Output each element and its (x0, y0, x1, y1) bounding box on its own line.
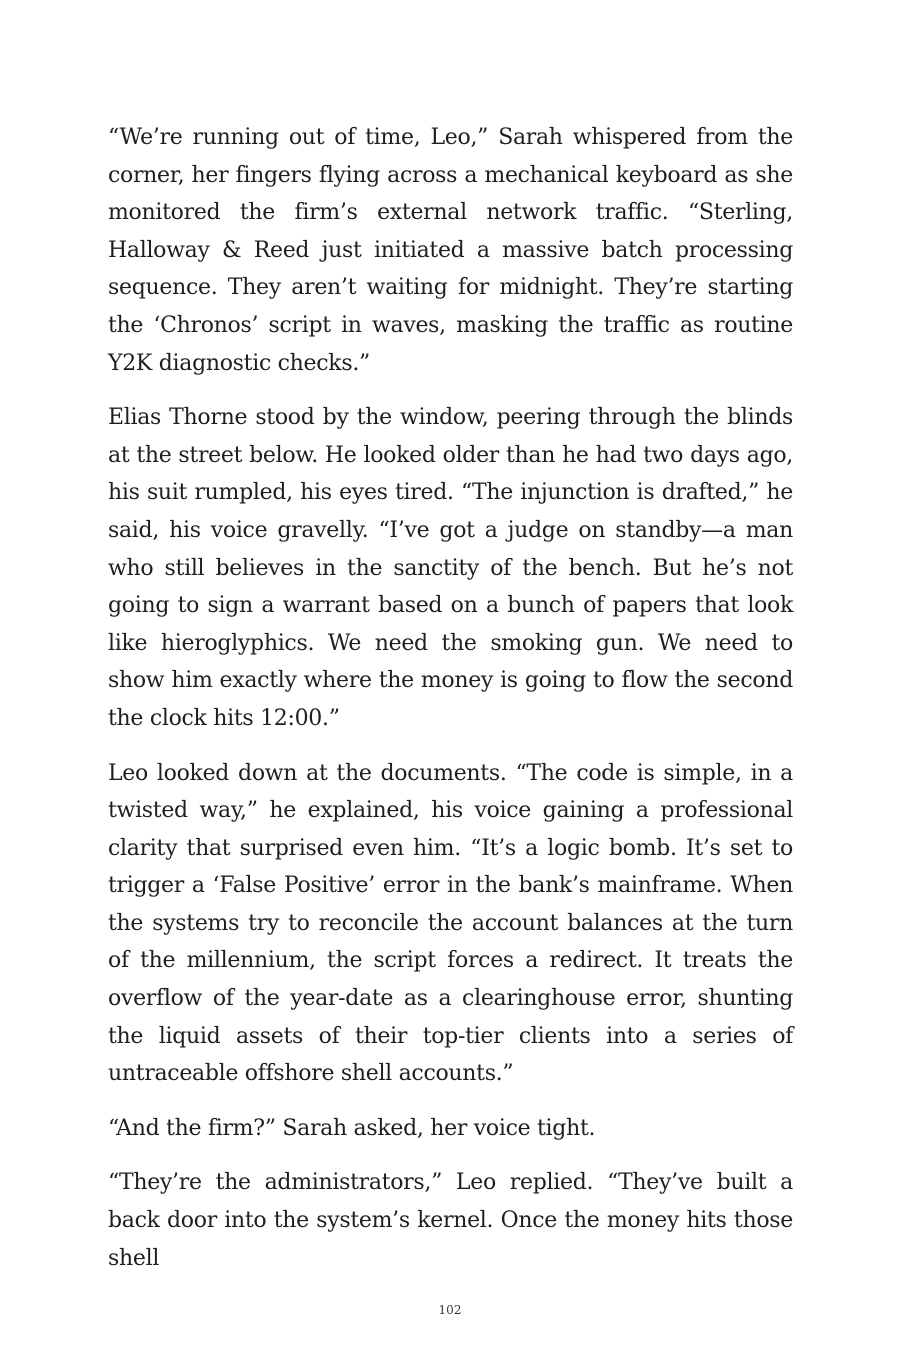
paragraph-4: “And the firm?” Sarah asked, her voice tight. (108, 1115, 596, 1141)
paragraph-2: Elias Thorne stood by the window, peering through the blinds at the street below. He looked older than he had two days ago, his suit rumpled, his eyes tired. “The injunction is drafted,” he said, his voice gravelly. “I’ve got a judge on standby—a man who still believes in the sanctity of the bench. But he’s not going to sign a warrant based on a bunch of papers that look like hieroglyphics. We need the smoking gun. We need to show him exactly where the money is going to flow the second the clock hits 12:00.” (108, 405, 793, 731)
body-text (108, 119, 793, 1294)
paragraph-1: “We’re running out of time, Leo,” Sarah whispered from the corner, her fingers flying across a mechanical keyboard as she monitored the firm’s external network traffic. “Sterling, Halloway & Reed just initiated a massive batch processing sequence. They aren’t waiting for midnight. They’re starting the ‘Chronos’ script in waves, masking the traffic as routine Y2K diagnostic checks.” (108, 125, 793, 376)
paragraph-5: “They’re the administrators,” Leo replied. “They’ve built a back door into the system’s kernel. Once the money hits those shell (108, 1170, 793, 1271)
page-number: 102 (438, 1303, 462, 1317)
paragraph-3: Leo looked down at the documents. “The code is simple, in a twisted way,” he explained, his voice gaining a professional clarity that surprised even him. “It’s a logic bomb. It’s set to trigger a ‘False Positive’ error in the bank’s mainframe. When the systems try to reconcile the account balances at the turn of the millennium, the script forces a redirect. It treats the overflow of the year-date as a clearinghouse error, shunting the liquid assets of their top-tier clients into a series of untraceable offshore shell accounts.” (108, 760, 793, 1087)
